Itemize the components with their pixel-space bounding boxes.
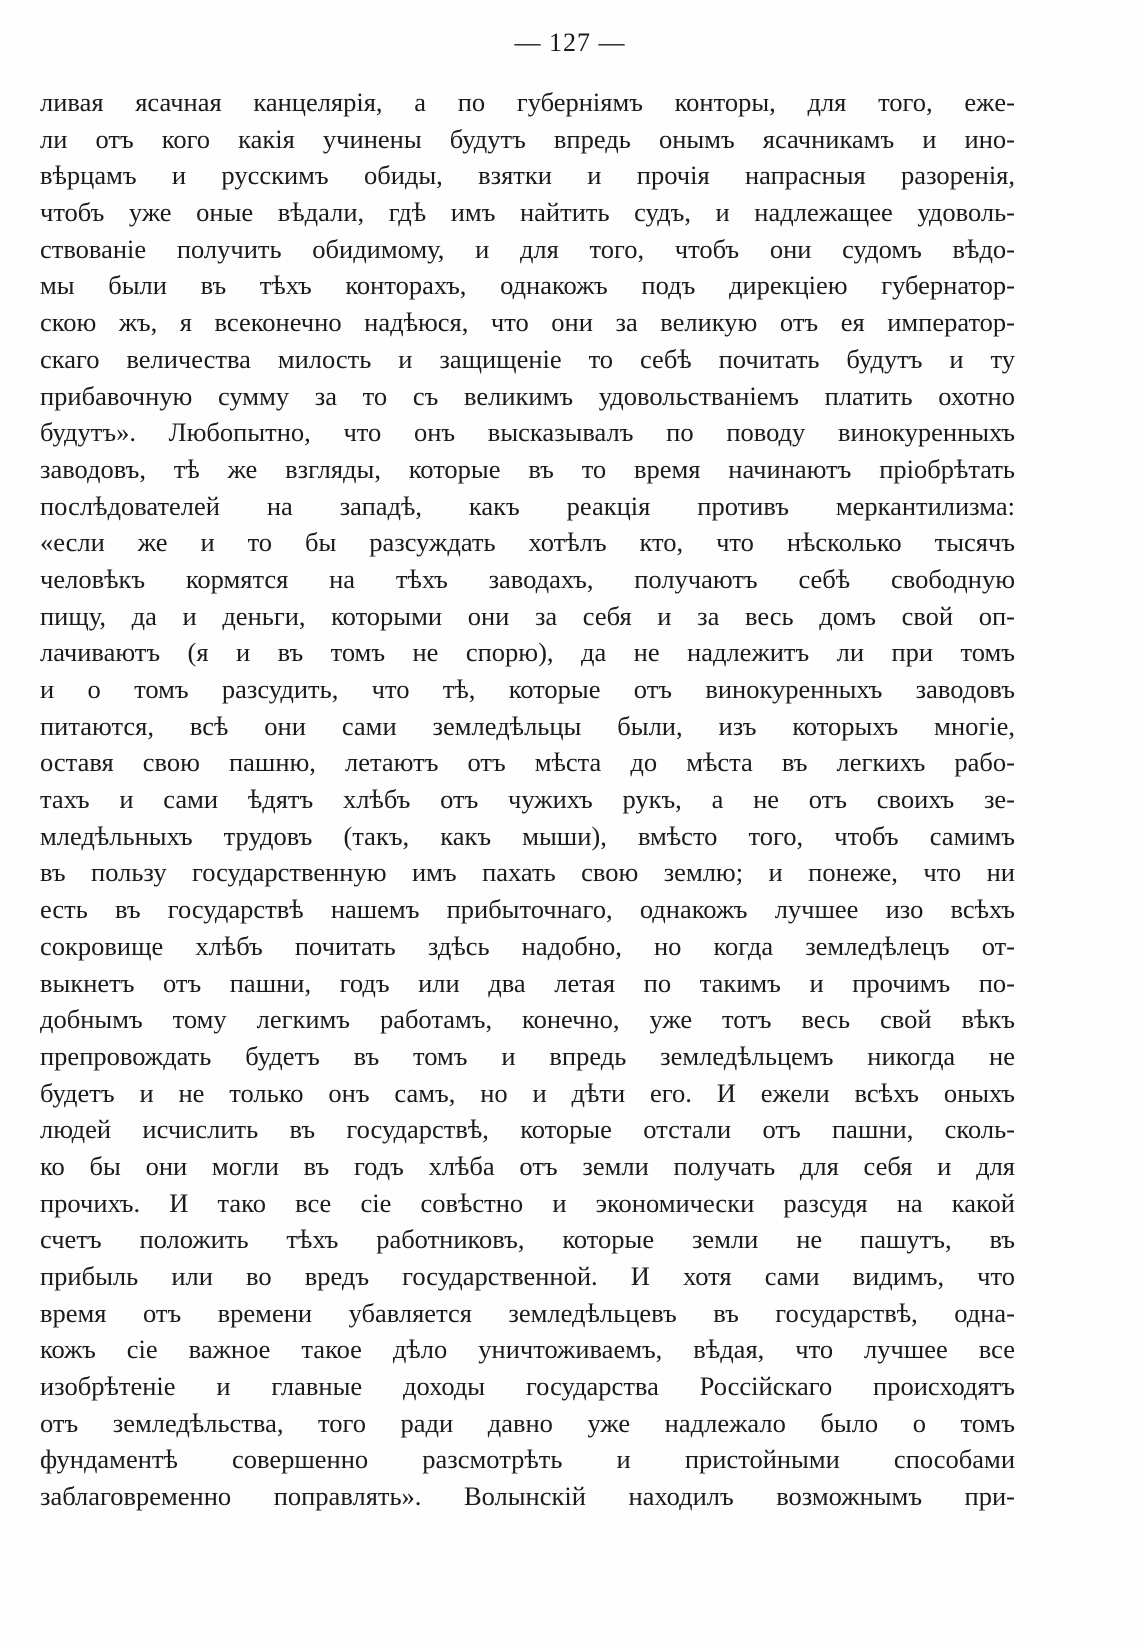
text-line: мы были въ тѣхъ конторахъ, однакожъ подъ дирекціею губернатор- bbox=[40, 270, 1015, 301]
text-line: прочихъ. И тако все сіе совѣстно и экономически разсудя на какой bbox=[40, 1187, 1015, 1218]
text-line: питаются, всѣ они сами земледѣльцы были, изъ которыхъ многіе, bbox=[40, 710, 1015, 741]
text-line: въ пользу государственную имъ пахать свою землю; и понеже, что ни bbox=[40, 857, 1015, 888]
text-line: время отъ времени убавляется земледѣльцевъ въ государствѣ, одна- bbox=[40, 1297, 1015, 1328]
body-text bbox=[40, 84, 1015, 1515]
text-line: будетъ и не только онъ самъ, но и дѣти его. И ежели всѣхъ оныхъ bbox=[40, 1077, 1015, 1108]
text-line: фундаментѣ совершенно разсмотрѣть и пристойными способами bbox=[40, 1444, 1015, 1475]
text-line: людей исчислить въ государствѣ, которые отстали отъ пашни, сколь- bbox=[40, 1114, 1015, 1145]
text-line: и о томъ разсудить, что тѣ, которые отъ винокуренныхъ заводовъ bbox=[40, 674, 1015, 704]
text-line: лачиваютъ (я и въ томъ не спорю), да не надлежитъ ли при томъ bbox=[40, 637, 1015, 668]
text-line: есть въ государствѣ нашемъ прибыточнаго, однакожъ лучшее изо всѣхъ bbox=[40, 894, 1015, 925]
text-line: человѣкъ кормятся на тѣхъ заводахъ, получаютъ себѣ свободную bbox=[40, 563, 1015, 594]
page-number: — 127 — bbox=[514, 28, 626, 57]
text-line: препровождать будетъ въ томъ и впредь земледѣльцемъ никогда не bbox=[40, 1040, 1015, 1071]
text-line: будутъ». Любопытно, что онъ высказывалъ по поводу винокуренныхъ bbox=[40, 417, 1015, 448]
text-line: послѣдователей на западѣ, какъ реакція противъ меркантилизма: bbox=[40, 490, 1015, 521]
text-line: отъ земледѣльства, того ради давно уже надлежало было о томъ bbox=[40, 1407, 1015, 1438]
text-line: ко бы они могли въ годъ хлѣба отъ земли получать для себя и для bbox=[40, 1150, 1015, 1181]
text-line: чтобъ уже оные вѣдали, гдѣ имъ найтить судъ, и надлежащее удоволь- bbox=[40, 197, 1015, 228]
text-line: заблаговременно поправлять». Волынскій находилъ возможнымъ при- bbox=[40, 1481, 1015, 1512]
text-line: скою жъ, я всеконечно надѣюся, что они за великую отъ ея император- bbox=[40, 307, 1015, 338]
text-line: прибыль или во вредъ государственной. И хотя сами видимъ, что bbox=[40, 1261, 1015, 1291]
text-line: кожъ сіе важное такое дѣло уничтоживаемъ, вѣдая, что лучшее все bbox=[40, 1334, 1015, 1365]
text-line: ствованіе получить обидимому, и для того, чтобъ они судомъ вѣдо- bbox=[40, 233, 1015, 264]
text-line: «если же и то бы разсуждать хотѣлъ кто, что нѣсколько тысячъ bbox=[40, 527, 1015, 558]
text-line: мледѣльныхъ трудовъ (такъ, какъ мыши), вмѣсто того, чтобъ самимъ bbox=[40, 820, 1015, 851]
text-line: ли отъ кого какія учинены будутъ впредь онымъ ясачникамъ и ино- bbox=[40, 123, 1015, 154]
text-line: прибавочную сумму за то съ великимъ удовольствaніемъ платить охотно bbox=[40, 380, 1015, 411]
text-line: сокровище хлѣбъ почитать здѣсь надобно, но когда земледѣлецъ от- bbox=[40, 930, 1015, 961]
text-line: добнымъ тому легкимъ работамъ, конечно, уже тотъ весь свой вѣкъ bbox=[40, 1004, 1015, 1035]
text-line: изобрѣтеніе и главные доходы государства Россійскаго происходятъ bbox=[40, 1371, 1015, 1402]
text-line: скаго величества милость и защищеніе то себѣ почитать будутъ и ту bbox=[40, 343, 1015, 374]
text-line: счетъ положить тѣхъ работниковъ, которые земли не пашутъ, въ bbox=[40, 1224, 1015, 1255]
text-line: вѣрцамъ и русскимъ обиды, взятки и прочія напрасныя разоренія, bbox=[40, 160, 1015, 191]
text-line: тахъ и сами ѣдятъ хлѣбъ отъ чужихъ рукъ, а не отъ своихъ зе- bbox=[40, 784, 1015, 815]
text-line: оставя свою пашню, летаютъ отъ мѣста до мѣста въ легкихъ рабо- bbox=[40, 747, 1015, 778]
text-line: пищу, да и деньги, которыми они за себя и за весь домъ свой оп- bbox=[40, 600, 1015, 631]
text-line: ливая ясачная канцелярія, а по губерніямъ конторы, для того, ежe- bbox=[40, 87, 1015, 117]
text-line: заводовъ, тѣ же взгляды, которые въ то время начинаютъ пріобрѣтать bbox=[40, 453, 1015, 484]
text-line: выкнетъ отъ пашни, годъ или два летая по такимъ и прочимъ по- bbox=[40, 967, 1015, 998]
